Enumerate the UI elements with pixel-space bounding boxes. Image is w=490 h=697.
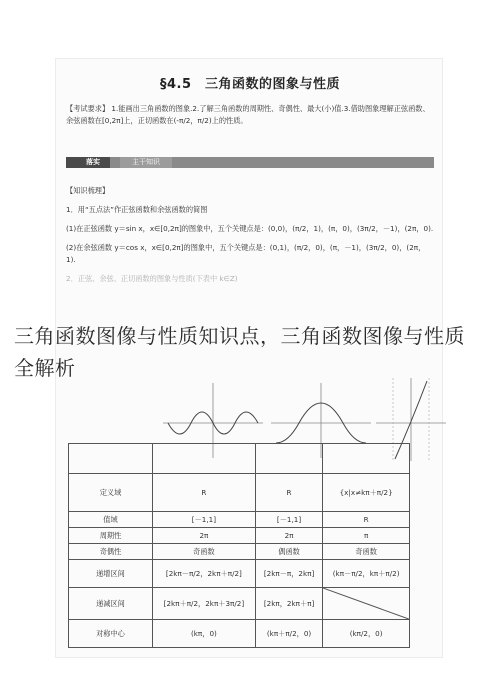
item-1: 1．用“五点法”作正弦函数和余弦函数的简图	[66, 205, 208, 214]
table-cell-sin: [－1,1]	[153, 512, 256, 528]
section-subtitle: 主干知识	[120, 157, 172, 168]
table-cell-cos: [－1,1]	[255, 512, 322, 528]
page-title: §4.5 三角函数的图象与性质	[159, 77, 341, 92]
section-tag: 落实	[66, 157, 110, 168]
table-cell-label: 奇偶性	[69, 544, 153, 560]
table-cell-sin: (kπ，0)	[153, 620, 256, 648]
table-cell-tan: (kπ/2，0)	[323, 620, 410, 648]
table-cell-tan: 奇函数	[323, 544, 410, 560]
table-cell-label: 定义域	[69, 474, 153, 512]
table-cell-tan	[323, 588, 410, 620]
table-cell-label	[69, 444, 153, 474]
cos-key-points: (2)在余弦函数 y＝cos x，x∈[0,2π]的图象中，五个关键点是：(0,1)，(π/2，0)，(π，－1)，(3π/2，0)，(2π，1).	[66, 243, 426, 264]
table-cell-sin: 2π	[153, 528, 256, 544]
table-cell-sin: [2kπ＋π/2，2kπ＋3π/2]	[153, 588, 256, 620]
table-cell-label: 周期性	[69, 528, 153, 544]
table-cell-cos: R	[255, 474, 322, 512]
table-cell-tan: (kπ－π/2，kπ＋π/2)	[323, 560, 410, 588]
table-cell-tan: R	[323, 512, 410, 528]
table-cell-sin	[153, 444, 256, 474]
table-cell-label: 对称中心	[69, 620, 153, 648]
diagonal-line-icon	[323, 588, 409, 619]
table-row	[69, 588, 410, 620]
table-cell-tan	[323, 444, 410, 474]
table-cell-cos: (kπ＋π/2，0)	[255, 620, 322, 648]
overlay-caption: 三角函数图像与性质知识点，三角函数图像与性质全解析	[14, 324, 465, 380]
table-cell-label: 值域	[69, 512, 153, 528]
table-cell-cos	[255, 444, 322, 474]
table-row	[69, 512, 410, 528]
table-row	[69, 528, 410, 544]
table-cell-tan: π	[323, 528, 410, 544]
table-row	[69, 444, 410, 474]
table-row	[69, 620, 410, 648]
knowledge-heading: 【知识梳理】	[66, 186, 110, 195]
table-cell-cos: 2π	[255, 528, 322, 544]
knowledge-section	[66, 185, 434, 292]
section-bar	[66, 157, 434, 168]
item-2: 2．正弦、余弦、正切函数的图象与性质(下表中 k∈Z)	[66, 274, 238, 283]
table-cell-cos: 偶函数	[255, 544, 322, 560]
table-cell-sin: R	[153, 474, 256, 512]
table-cell-cos: [2kπ－π，2kπ]	[255, 560, 322, 588]
table-cell-label: 递减区间	[69, 588, 153, 620]
properties-table	[68, 443, 410, 648]
table-row	[69, 560, 410, 588]
exam-requirements: 【考试要求】 1.能画出三角函数的图象.2.了解三角函数的周期性、奇偶性、最大(小)值.3.借助图象理解正弦函数、余弦函数在[0,2π]上，正切函数在(-π/2，π/2)上的性质。	[66, 104, 430, 125]
table-cell-cos: [2kπ，2kπ＋π]	[255, 588, 322, 620]
table-row	[69, 474, 410, 512]
table-cell-sin: [2kπ－π/2，2kπ＋π/2]	[153, 560, 256, 588]
table-cell-label: 递增区间	[69, 560, 153, 588]
table-row	[69, 544, 410, 560]
table-cell-tan: {x|x≠kπ＋π/2}	[323, 474, 410, 512]
table-cell-sin: 奇函数	[153, 544, 256, 560]
sin-key-points: (1)在正弦函数 y＝sin x，x∈[0,2π]的图象中，五个关键点是：(0,0)，(π/2，1)，(π，0)，(3π/2，－1)，(2π，0).	[66, 224, 434, 233]
